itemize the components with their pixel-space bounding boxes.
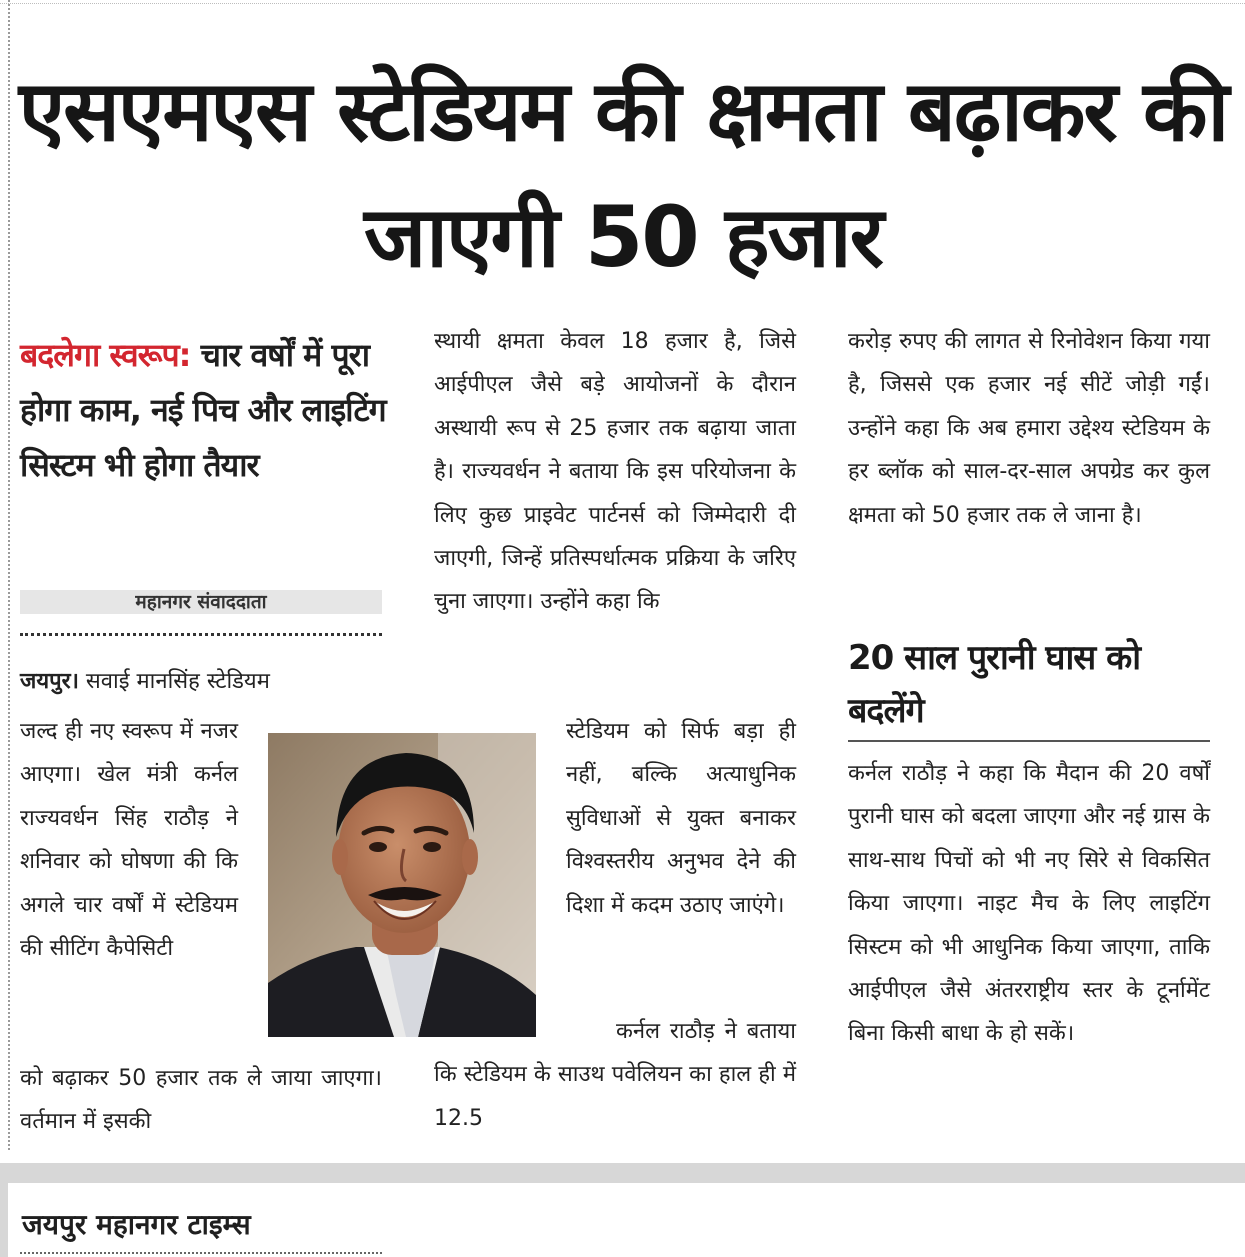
col2-paragraph-top: स्थायी क्षमता केवल 18 हजार है, जिसे आईपीएल जैसे बड़े आयोजनों के दौरान अस्थायी रूप से 25 हजार तक बढ़ाया जाता है। राज्यवर्धन ने बताया कि इस परियोजना के लिए कुछ प्राइवेट पार्टनर्स को जिम्मेदारी दी जाएगी, जिन्हें प्रतिस्पर्धात्मक प्रक्रिया के जरिए चुना जाएगा। उन्होंने कहा कि	[434, 329, 796, 615]
col1-paragraph-beside-photo: जल्द ही नए स्वरूप में नजर आएगा। खेल मंत्री कर्नल राज्यवर्धन सिंह राठौड़ ने शनिवार को घोषणा की कि अगले चार वर्षों में स्टेडियम की सीटिंग कैपेसिटी	[20, 719, 238, 962]
headline: एसएमएस स्टेडियम की क्षमता बढ़ाकर की जाएगी 50 हजार	[18, 62, 1228, 286]
byline: महानगर संवाददाता	[20, 590, 382, 614]
dateline: जयपुर।	[20, 669, 79, 694]
top-dotted-rule	[0, 3, 1245, 4]
col2-paragraph-bottom: कर्नल राठौड़ ने बताया कि स्टेडियम के साउथ पवेलियन का हाल ही में 12.5	[434, 1019, 796, 1131]
left-dotted-rule	[8, 0, 10, 1150]
deck-text: चार वर्षों में पूरा होगा काम, नई पिच और लाइटिंग सिस्टम भी होगा तैयार	[20, 336, 386, 484]
newspaper-name: जयपुर महानगर टाइम्स	[22, 1208, 251, 1241]
col2-paragraph-beside-photo: स्टेडियम को सिर्फ बड़ा ही नहीं, बल्कि अत्याधुनिक सुविधाओं से युक्त बनाकर विश्वस्तरीय अनुभव देने की दिशा में कदम उठाए जाएंगे।	[566, 719, 796, 918]
col3-paragraph-bottom: कर्नल राठौड़ ने कहा कि मैदान की 20 वर्षों पुरानी घास को बदला जाएगा और नई ग्रास के साथ-साथ पिचों को भी नए सिरे से विकसित किया जाएगा। नाइट मैच के लिए लाइटिंग सिस्टम को भी आधुनिक किया जाएगा, ताकि आईपीएल जैसे अंतरराष्ट्रीय स्तर के टूर्नामेंट बिना किसी बाधा के हो सकें।	[848, 761, 1210, 1047]
deck-kicker: बदलेगा स्वरूप:	[20, 336, 191, 374]
subhead-rule	[848, 740, 1210, 742]
byline-dotted-rule	[20, 633, 382, 636]
deck	[20, 328, 390, 493]
minister-photo	[268, 733, 536, 1037]
subhead: 20 साल पुरानी घास को बदलेंगे	[848, 638, 1141, 731]
newspaper-name-rule	[20, 1252, 382, 1254]
col1-paragraph-top: जयपुर। सवाई मानसिंह स्टेडियम	[20, 669, 270, 694]
col1-paragraph-bottom: को बढ़ाकर 50 हजार तक ले जाया जाएगा। वर्तमान में इसकी	[20, 1066, 382, 1135]
col3-paragraph-top: करोड़ रुपए की लागत से रिनोवेशन किया गया है, जिससे एक हजार नई सीटें जोड़ी गईं। उन्होंने कहा कि अब हमारा उद्देश्य स्टेडियम के हर ब्लॉक को साल-दर-साल अपग्रेड कर कुल क्षमता को 50 हजार तक ले जाना है।	[848, 329, 1210, 528]
